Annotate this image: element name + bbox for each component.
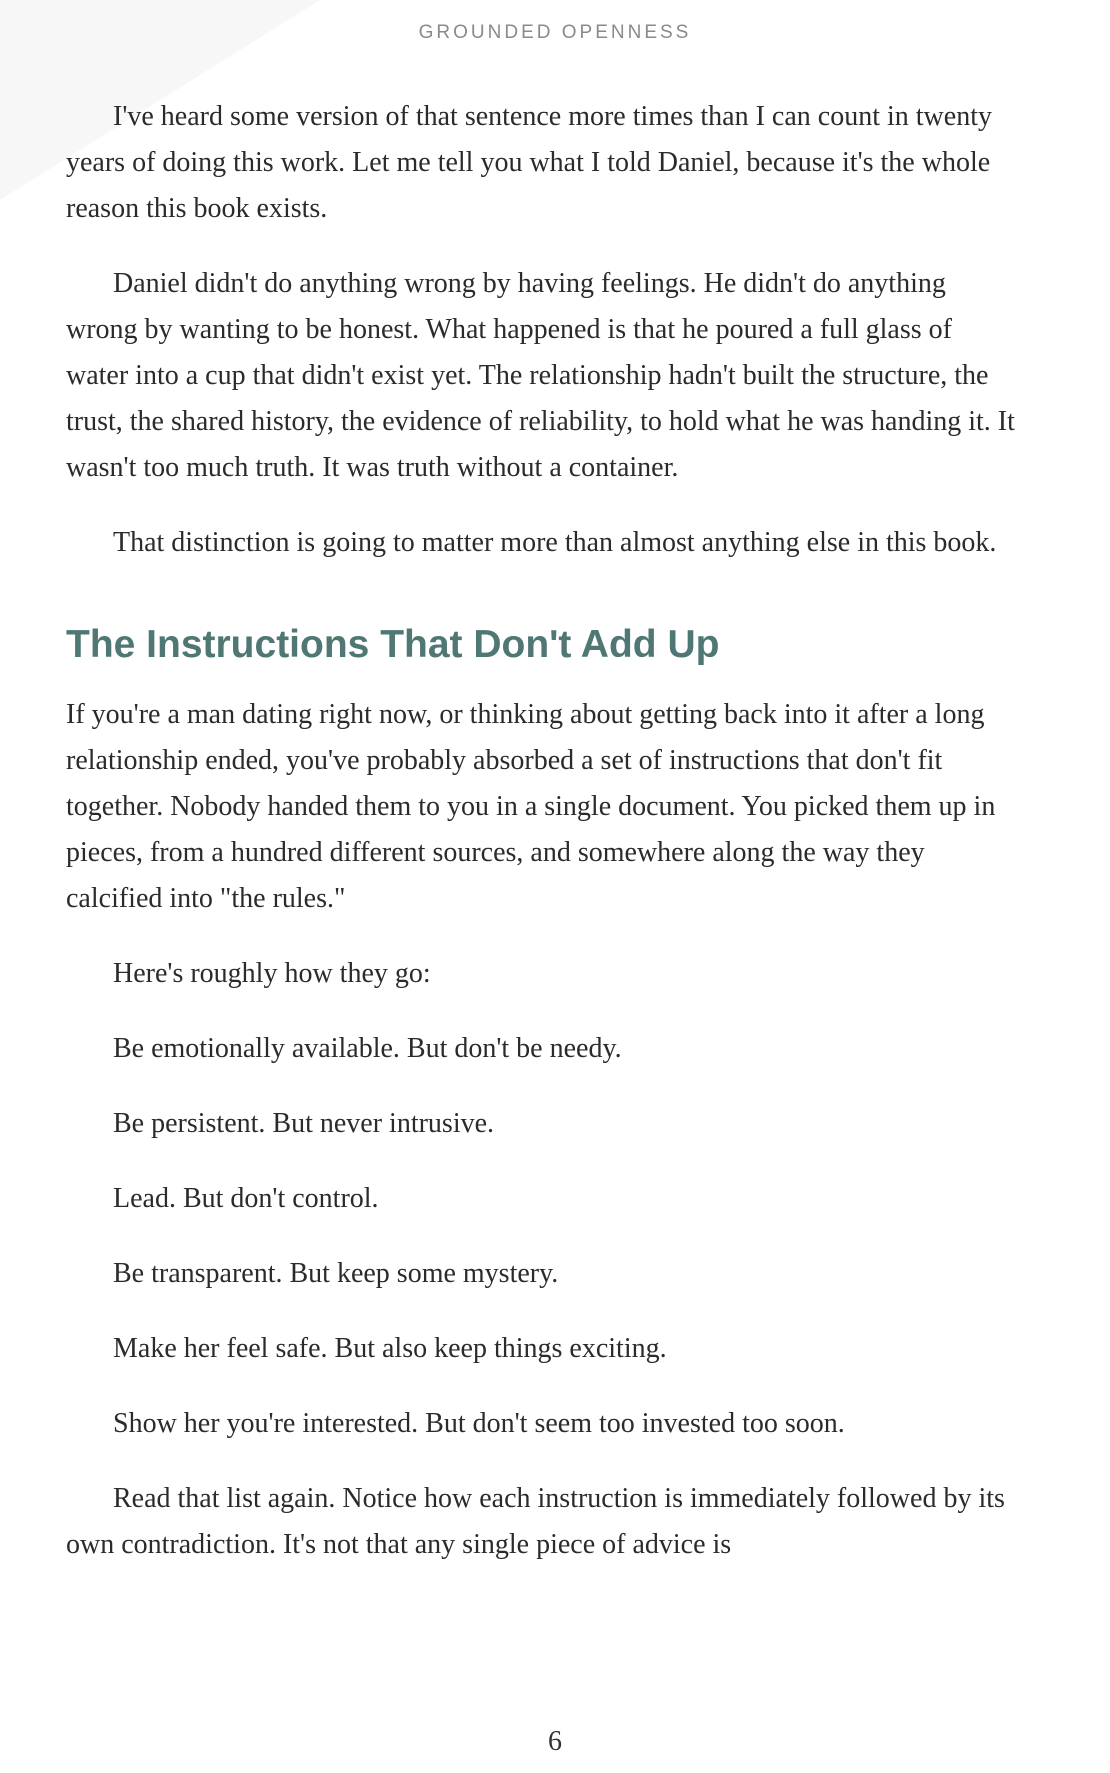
page-number: 6: [548, 1726, 562, 1757]
closing-paragraph: Read that list again. Notice how each instruction is immediately followed by its own contradiction. It's not that any single piece of advice is: [66, 1483, 1005, 1560]
running-header: GROUNDED OPENNESS: [418, 22, 692, 43]
body-paragraph: I've heard some version of that sentence more times than I can count in twenty years of doing this work. Let me tell you what I told Daniel, because it's the whole reason this book exists.: [66, 101, 992, 224]
rule-item: Be persistent. But never intrusive.: [113, 1108, 495, 1139]
body-paragraph: Daniel didn't do anything wrong by having feelings. He didn't do anything wrong by wanting to be honest. What happened is that he poured a full glass of water into a cup that didn't exist yet. The relationship hadn't built the structure, the trust, the shared history, the evidence of reliability, to hold what he was handing it. It wasn't too much truth. It was truth without a container.: [66, 268, 1015, 483]
list-intro: Here's roughly how they go:: [113, 958, 431, 989]
section-lead-paragraph: If you're a man dating right now, or thinking about getting back into it after a long relationship ended, you've probably absorbed a set of instructions that don't fit together. Nobody handed them to you in a single document. You picked them up in pieces, from a hundred different sources, and somewhere along the way they calcified into "the rules.": [66, 699, 996, 914]
rule-item: Lead. But don't control.: [113, 1183, 379, 1214]
section-heading: The Instructions That Don't Add Up: [66, 623, 720, 666]
page-body: [66, 94, 1016, 1597]
rule-item: Be emotionally available. But don't be needy.: [113, 1033, 622, 1064]
rule-item: Be transparent. But keep some mystery.: [113, 1258, 559, 1289]
rule-item: Show her you're interested. But don't seem too invested too soon.: [113, 1408, 845, 1439]
rule-item: Make her feel safe. But also keep things exciting.: [113, 1333, 667, 1364]
body-paragraph: That distinction is going to matter more than almost anything else in this book.: [113, 527, 997, 558]
